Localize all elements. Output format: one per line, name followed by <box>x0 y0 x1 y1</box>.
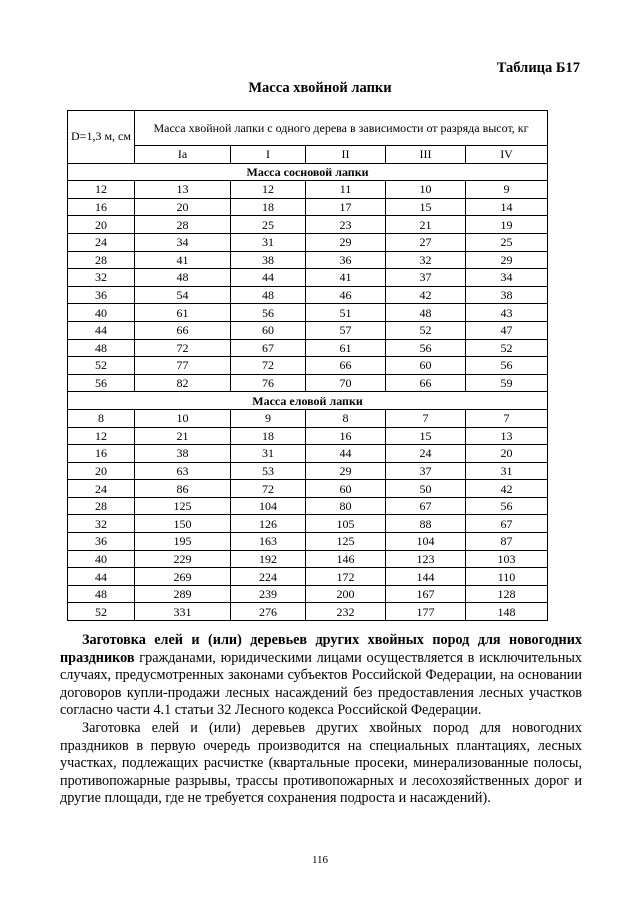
mass-cell: 72 <box>135 339 231 357</box>
section-header-row <box>68 163 548 181</box>
mass-cell: 54 <box>135 286 231 304</box>
mass-cell: 66 <box>135 321 231 339</box>
section-title: Масса сосновой лапки <box>68 163 548 181</box>
mass-cell: 57 <box>306 321 386 339</box>
mass-table <box>67 110 548 621</box>
diameter-cell: 52 <box>68 603 135 621</box>
mass-cell: 104 <box>231 497 306 515</box>
mass-cell: 195 <box>135 533 231 551</box>
diameter-cell: 24 <box>68 480 135 498</box>
table-row <box>68 497 548 515</box>
mass-cell: 52 <box>386 321 466 339</box>
mass-cell: 80 <box>306 497 386 515</box>
mass-cell: 56 <box>386 339 466 357</box>
body-text <box>60 632 582 808</box>
mass-cell: 18 <box>231 198 306 216</box>
mass-cell: 224 <box>231 568 306 586</box>
mass-cell: 56 <box>231 304 306 322</box>
table-row <box>68 374 548 392</box>
mass-cell: 192 <box>231 550 306 568</box>
mass-cell: 50 <box>386 480 466 498</box>
table-row <box>68 181 548 199</box>
table-row <box>68 462 548 480</box>
table-row <box>68 304 548 322</box>
table-label: Таблица Б17 <box>496 60 580 76</box>
paragraph-1-bold: Заготовка елей и (или) деревьев других хвойных пород для новогодних праздников <box>60 632 582 666</box>
mass-cell: 14 <box>466 198 548 216</box>
diameter-cell: 36 <box>68 286 135 304</box>
table-row <box>68 321 548 339</box>
table-row <box>68 286 548 304</box>
mass-cell: 103 <box>466 550 548 568</box>
mass-cell: 21 <box>386 216 466 234</box>
table-row <box>68 515 548 533</box>
mass-cell: 70 <box>306 374 386 392</box>
mass-cell: 76 <box>231 374 306 392</box>
mass-cell: 66 <box>386 374 466 392</box>
mass-cell: 87 <box>466 533 548 551</box>
table-row <box>68 603 548 621</box>
mass-cell: 17 <box>306 198 386 216</box>
mass-cell: 67 <box>466 515 548 533</box>
mass-cell: 13 <box>466 427 548 445</box>
mass-cell: 56 <box>466 357 548 375</box>
mass-cell: 24 <box>386 445 466 463</box>
mass-cell: 67 <box>386 497 466 515</box>
col-d-header: D=1,3 м, см <box>68 111 135 164</box>
table-row <box>68 445 548 463</box>
mass-cell: 48 <box>135 269 231 287</box>
section-header-row <box>68 392 548 410</box>
mass-cell: 41 <box>306 269 386 287</box>
mass-cell: 148 <box>466 603 548 621</box>
mass-cell: 66 <box>306 357 386 375</box>
diameter-cell: 32 <box>68 515 135 533</box>
mass-cell: 239 <box>231 585 306 603</box>
paragraph-2-text: Заготовка елей и (или) деревьев других хвойных пород для новогодних праздников в первую очередь производится на специальных плантациях, лесных участках, подлежащих расчистке (квартальные просеки, минерализованные полосы, противопожарные разрывы, трассы противопожарных и лесохозяйственных дорог и другие площади, где не требуется сохранения подроста и насаждений). <box>60 719 582 807</box>
mass-cell: 8 <box>306 409 386 427</box>
diameter-cell: 44 <box>68 321 135 339</box>
mass-cell: 126 <box>231 515 306 533</box>
mass-cell: 25 <box>466 233 548 251</box>
mass-cell: 9 <box>466 181 548 199</box>
table-row <box>68 585 548 603</box>
diameter-cell: 40 <box>68 550 135 568</box>
mass-cell: 61 <box>306 339 386 357</box>
table-row <box>68 409 548 427</box>
mass-cell: 23 <box>306 216 386 234</box>
diameter-cell: 20 <box>68 462 135 480</box>
mass-cell: 53 <box>231 462 306 480</box>
mass-cell: 29 <box>466 251 548 269</box>
table-row <box>68 216 548 234</box>
table-row <box>68 251 548 269</box>
diameter-cell: 52 <box>68 357 135 375</box>
mass-cell: 269 <box>135 568 231 586</box>
mass-cell: 289 <box>135 585 231 603</box>
mass-cell: 146 <box>306 550 386 568</box>
page-number: 116 <box>311 854 329 866</box>
mass-cell: 38 <box>135 445 231 463</box>
mass-cell: 25 <box>231 216 306 234</box>
mass-cell: 47 <box>466 321 548 339</box>
mass-cell: 7 <box>466 409 548 427</box>
table-body <box>68 163 548 620</box>
mass-cell: 110 <box>466 568 548 586</box>
mass-cell: 9 <box>231 409 306 427</box>
mass-cell: 36 <box>306 251 386 269</box>
table-row <box>68 233 548 251</box>
diameter-cell: 24 <box>68 233 135 251</box>
mass-cell: 125 <box>306 533 386 551</box>
mass-cell: 46 <box>306 286 386 304</box>
diameter-cell: 32 <box>68 269 135 287</box>
table-row <box>68 269 548 287</box>
mass-cell: 232 <box>306 603 386 621</box>
mass-cell: 28 <box>135 216 231 234</box>
diameter-cell: 20 <box>68 216 135 234</box>
mass-cell: 42 <box>466 480 548 498</box>
mass-cell: 60 <box>306 480 386 498</box>
diameter-cell: 36 <box>68 533 135 551</box>
section-title: Масса еловой лапки <box>68 392 548 410</box>
diameter-cell: 28 <box>68 497 135 515</box>
mass-cell: 63 <box>135 462 231 480</box>
mass-cell: 51 <box>306 304 386 322</box>
mass-cell: 86 <box>135 480 231 498</box>
mass-cell: 37 <box>386 462 466 480</box>
mass-cell: 150 <box>135 515 231 533</box>
col-main-header: Масса хвойной лапки с одного дерева в зависимости от разряда высот, кг <box>135 111 548 146</box>
mass-cell: 29 <box>306 233 386 251</box>
mass-cell: 72 <box>231 480 306 498</box>
mass-cell: 37 <box>386 269 466 287</box>
paragraph-2 <box>60 720 582 808</box>
mass-cell: 48 <box>386 304 466 322</box>
mass-cell: 16 <box>306 427 386 445</box>
table-row <box>68 339 548 357</box>
mass-cell: 144 <box>386 568 466 586</box>
mass-cell: 10 <box>386 181 466 199</box>
mass-cell: 18 <box>231 427 306 445</box>
mass-cell: 41 <box>135 251 231 269</box>
mass-cell: 52 <box>466 339 548 357</box>
diameter-cell: 28 <box>68 251 135 269</box>
mass-cell: 77 <box>135 357 231 375</box>
mass-cell: 59 <box>466 374 548 392</box>
diameter-cell: 8 <box>68 409 135 427</box>
diameter-cell: 16 <box>68 445 135 463</box>
diameter-cell: 48 <box>68 585 135 603</box>
mass-cell: 128 <box>466 585 548 603</box>
mass-cell: 12 <box>231 181 306 199</box>
mass-cell: 29 <box>306 462 386 480</box>
height-class-header: II <box>306 146 386 164</box>
mass-cell: 31 <box>466 462 548 480</box>
table-row <box>68 198 548 216</box>
mass-cell: 72 <box>231 357 306 375</box>
mass-cell: 43 <box>466 304 548 322</box>
mass-cell: 44 <box>231 269 306 287</box>
table-row <box>68 480 548 498</box>
mass-cell: 19 <box>466 216 548 234</box>
mass-cell: 48 <box>231 286 306 304</box>
mass-cell: 67 <box>231 339 306 357</box>
diameter-cell: 12 <box>68 181 135 199</box>
mass-cell: 177 <box>386 603 466 621</box>
mass-cell: 34 <box>135 233 231 251</box>
mass-cell: 31 <box>231 233 306 251</box>
mass-cell: 38 <box>466 286 548 304</box>
table-row <box>68 568 548 586</box>
mass-cell: 61 <box>135 304 231 322</box>
table-row <box>68 550 548 568</box>
mass-cell: 27 <box>386 233 466 251</box>
mass-cell: 20 <box>135 198 231 216</box>
diameter-cell: 16 <box>68 198 135 216</box>
mass-cell: 331 <box>135 603 231 621</box>
height-class-header: I <box>231 146 306 164</box>
mass-cell: 32 <box>386 251 466 269</box>
height-class-header: IV <box>466 146 548 164</box>
height-class-header: III <box>386 146 466 164</box>
table-row <box>68 533 548 551</box>
mass-cell: 123 <box>386 550 466 568</box>
mass-cell: 15 <box>386 427 466 445</box>
mass-cell: 21 <box>135 427 231 445</box>
mass-cell: 125 <box>135 497 231 515</box>
diameter-cell: 48 <box>68 339 135 357</box>
mass-cell: 34 <box>466 269 548 287</box>
mass-cell: 7 <box>386 409 466 427</box>
mass-cell: 88 <box>386 515 466 533</box>
mass-cell: 200 <box>306 585 386 603</box>
mass-cell: 56 <box>466 497 548 515</box>
diameter-cell: 56 <box>68 374 135 392</box>
mass-cell: 163 <box>231 533 306 551</box>
mass-cell: 15 <box>386 198 466 216</box>
mass-cell: 60 <box>231 321 306 339</box>
mass-cell: 38 <box>231 251 306 269</box>
mass-cell: 11 <box>306 181 386 199</box>
table-row <box>68 427 548 445</box>
table-row <box>68 357 548 375</box>
mass-cell: 42 <box>386 286 466 304</box>
paragraph-1 <box>60 632 582 720</box>
height-class-row <box>68 146 548 164</box>
mass-cell: 172 <box>306 568 386 586</box>
mass-cell: 13 <box>135 181 231 199</box>
mass-cell: 105 <box>306 515 386 533</box>
mass-cell: 276 <box>231 603 306 621</box>
mass-cell: 20 <box>466 445 548 463</box>
mass-cell: 229 <box>135 550 231 568</box>
table-title: Масса хвойной лапки <box>248 80 392 96</box>
mass-cell: 60 <box>386 357 466 375</box>
mass-cell: 44 <box>306 445 386 463</box>
diameter-cell: 44 <box>68 568 135 586</box>
diameter-cell: 12 <box>68 427 135 445</box>
mass-cell: 31 <box>231 445 306 463</box>
diameter-cell: 40 <box>68 304 135 322</box>
paragraph-1-rest: гражданами, юридическими лицами осуществляется в исключительных случаях, предусмотренных законами субъектов Российской Федерации, на основании договоров купли-продажи лесных насаждений без предоставления лесных участков согласно части 4.1 статьи 32 Лесного кодекса Российской Федерации. <box>60 649 582 719</box>
mass-cell: 104 <box>386 533 466 551</box>
mass-cell: 82 <box>135 374 231 392</box>
height-class-header: Ia <box>135 146 231 164</box>
mass-cell: 167 <box>386 585 466 603</box>
mass-cell: 10 <box>135 409 231 427</box>
